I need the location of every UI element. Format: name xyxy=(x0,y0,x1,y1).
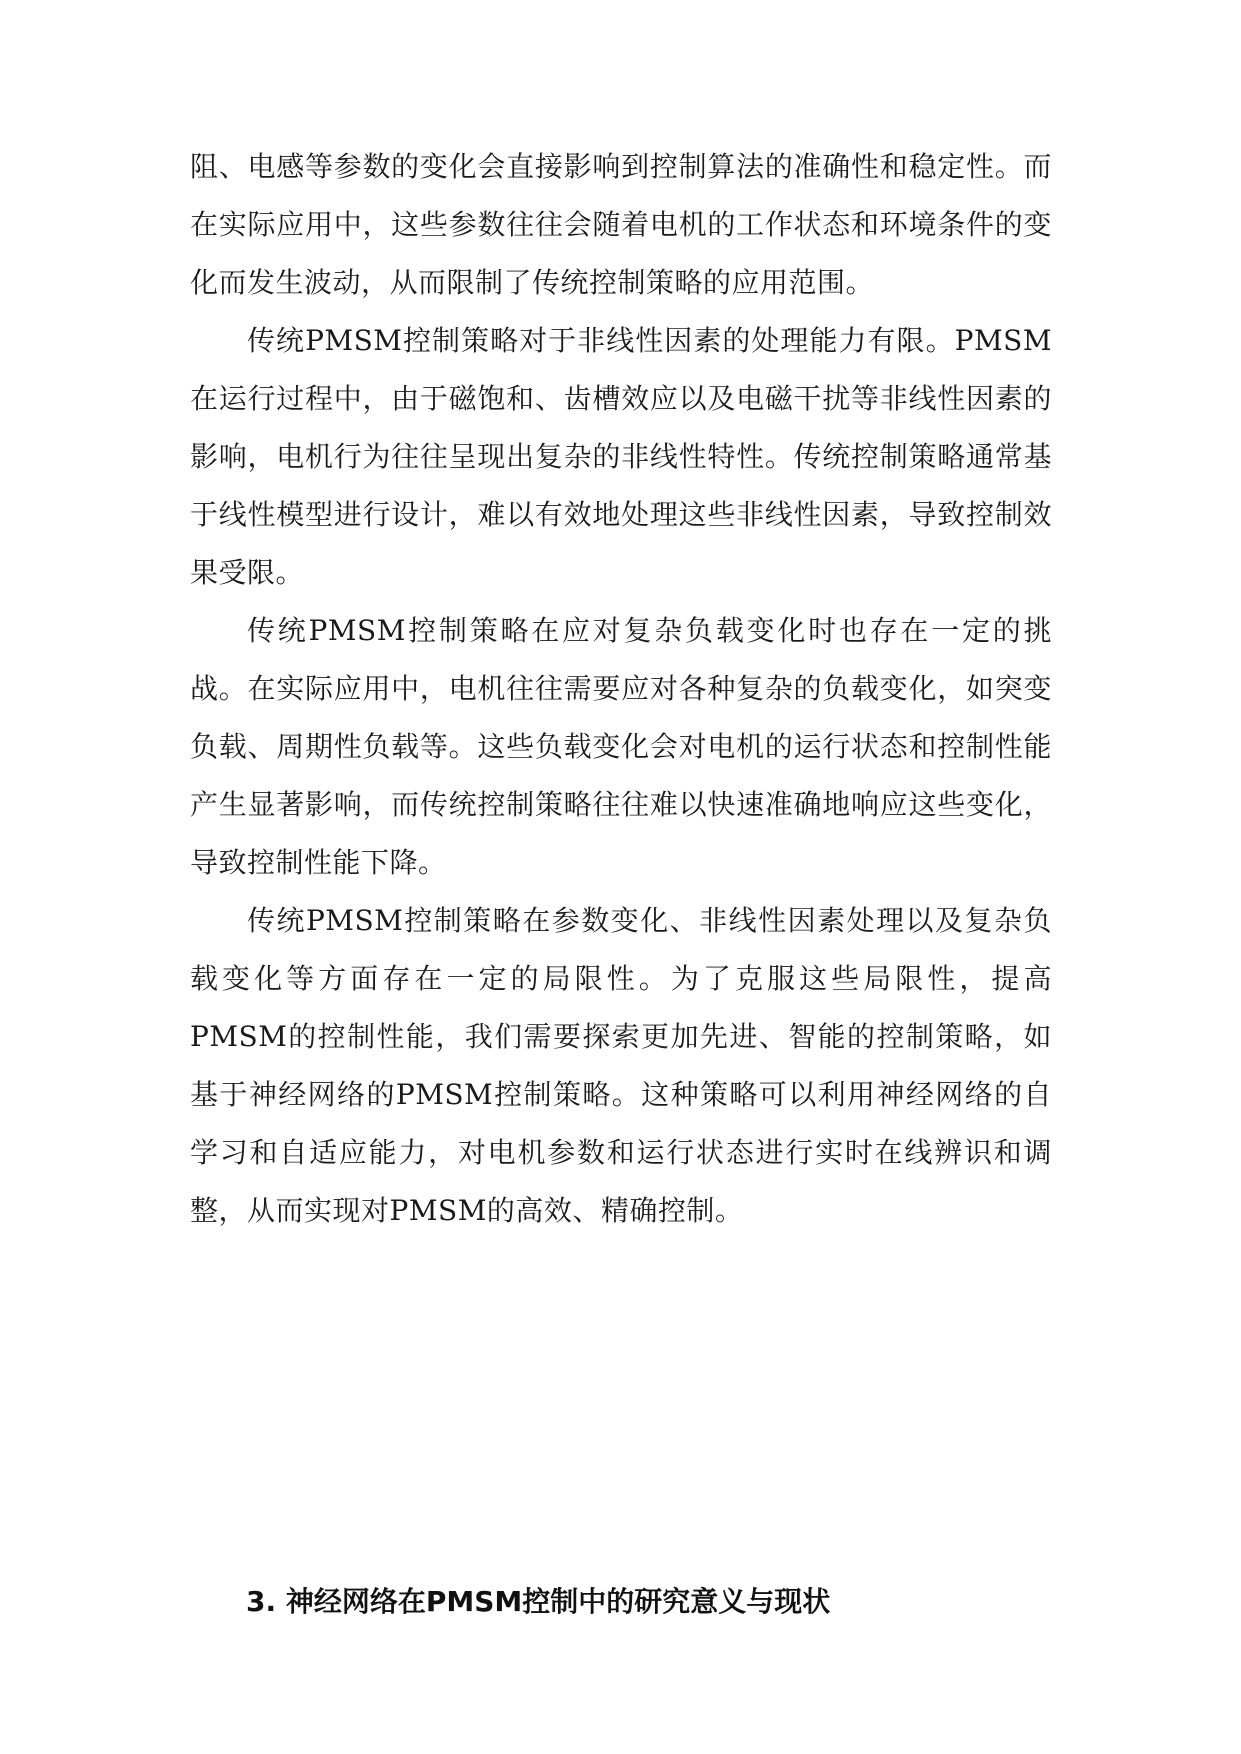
paragraph-nonlinearity: 传统PMSM控制策略对于非线性因素的处理能力有限。PMSM在运行过程中，由于磁饱和、齿槽效应以及电磁干扰等非线性因素的影响，电机行为往往呈现出复杂的非线性特性。传统控制策略通常基于线性模型进行设计，难以有效地处理这些非线性因素，导致控制效果受限。 xyxy=(190,324,1052,589)
section-heading: 3. 神经网络在PMSM控制中的研究意义与现状 xyxy=(246,1585,831,1618)
paragraph-summary: 传统PMSM控制策略在参数变化、非线性因素处理以及复杂负载变化等方面存在一定的局限性。为了克服这些局限性，提高PMSM的控制性能，我们需要探索更加先进、智能的控制策略，如基于神经网络的PMSM控制策略。这种策略可以利用神经网络的自学习和自适应能力，对电机参数和运行状态进行实时在线辨识和调整，从而实现对PMSM的高效、精确控制。 xyxy=(190,904,1052,1227)
paragraph-continuation: 阻、电感等参数的变化会直接影响到控制算法的准确性和稳定性。而在实际应用中，这些参数往往会随着电机的工作状态和环境条件的变化而发生波动，从而限制了传统控制策略的应用范围。 xyxy=(190,150,1052,299)
body-text xyxy=(190,138,1052,1240)
paragraph-load-variation: 传统PMSM控制策略在应对复杂负载变化时也存在一定的挑战。在实际应用中，电机往往需要应对各种复杂的负载变化，如突变负载、周期性负载等。这些负载变化会对电机的运行状态和控制性能产生显著影响，而传统控制策略往往难以快速准确地响应这些变化，导致控制性能下降。 xyxy=(190,614,1052,879)
